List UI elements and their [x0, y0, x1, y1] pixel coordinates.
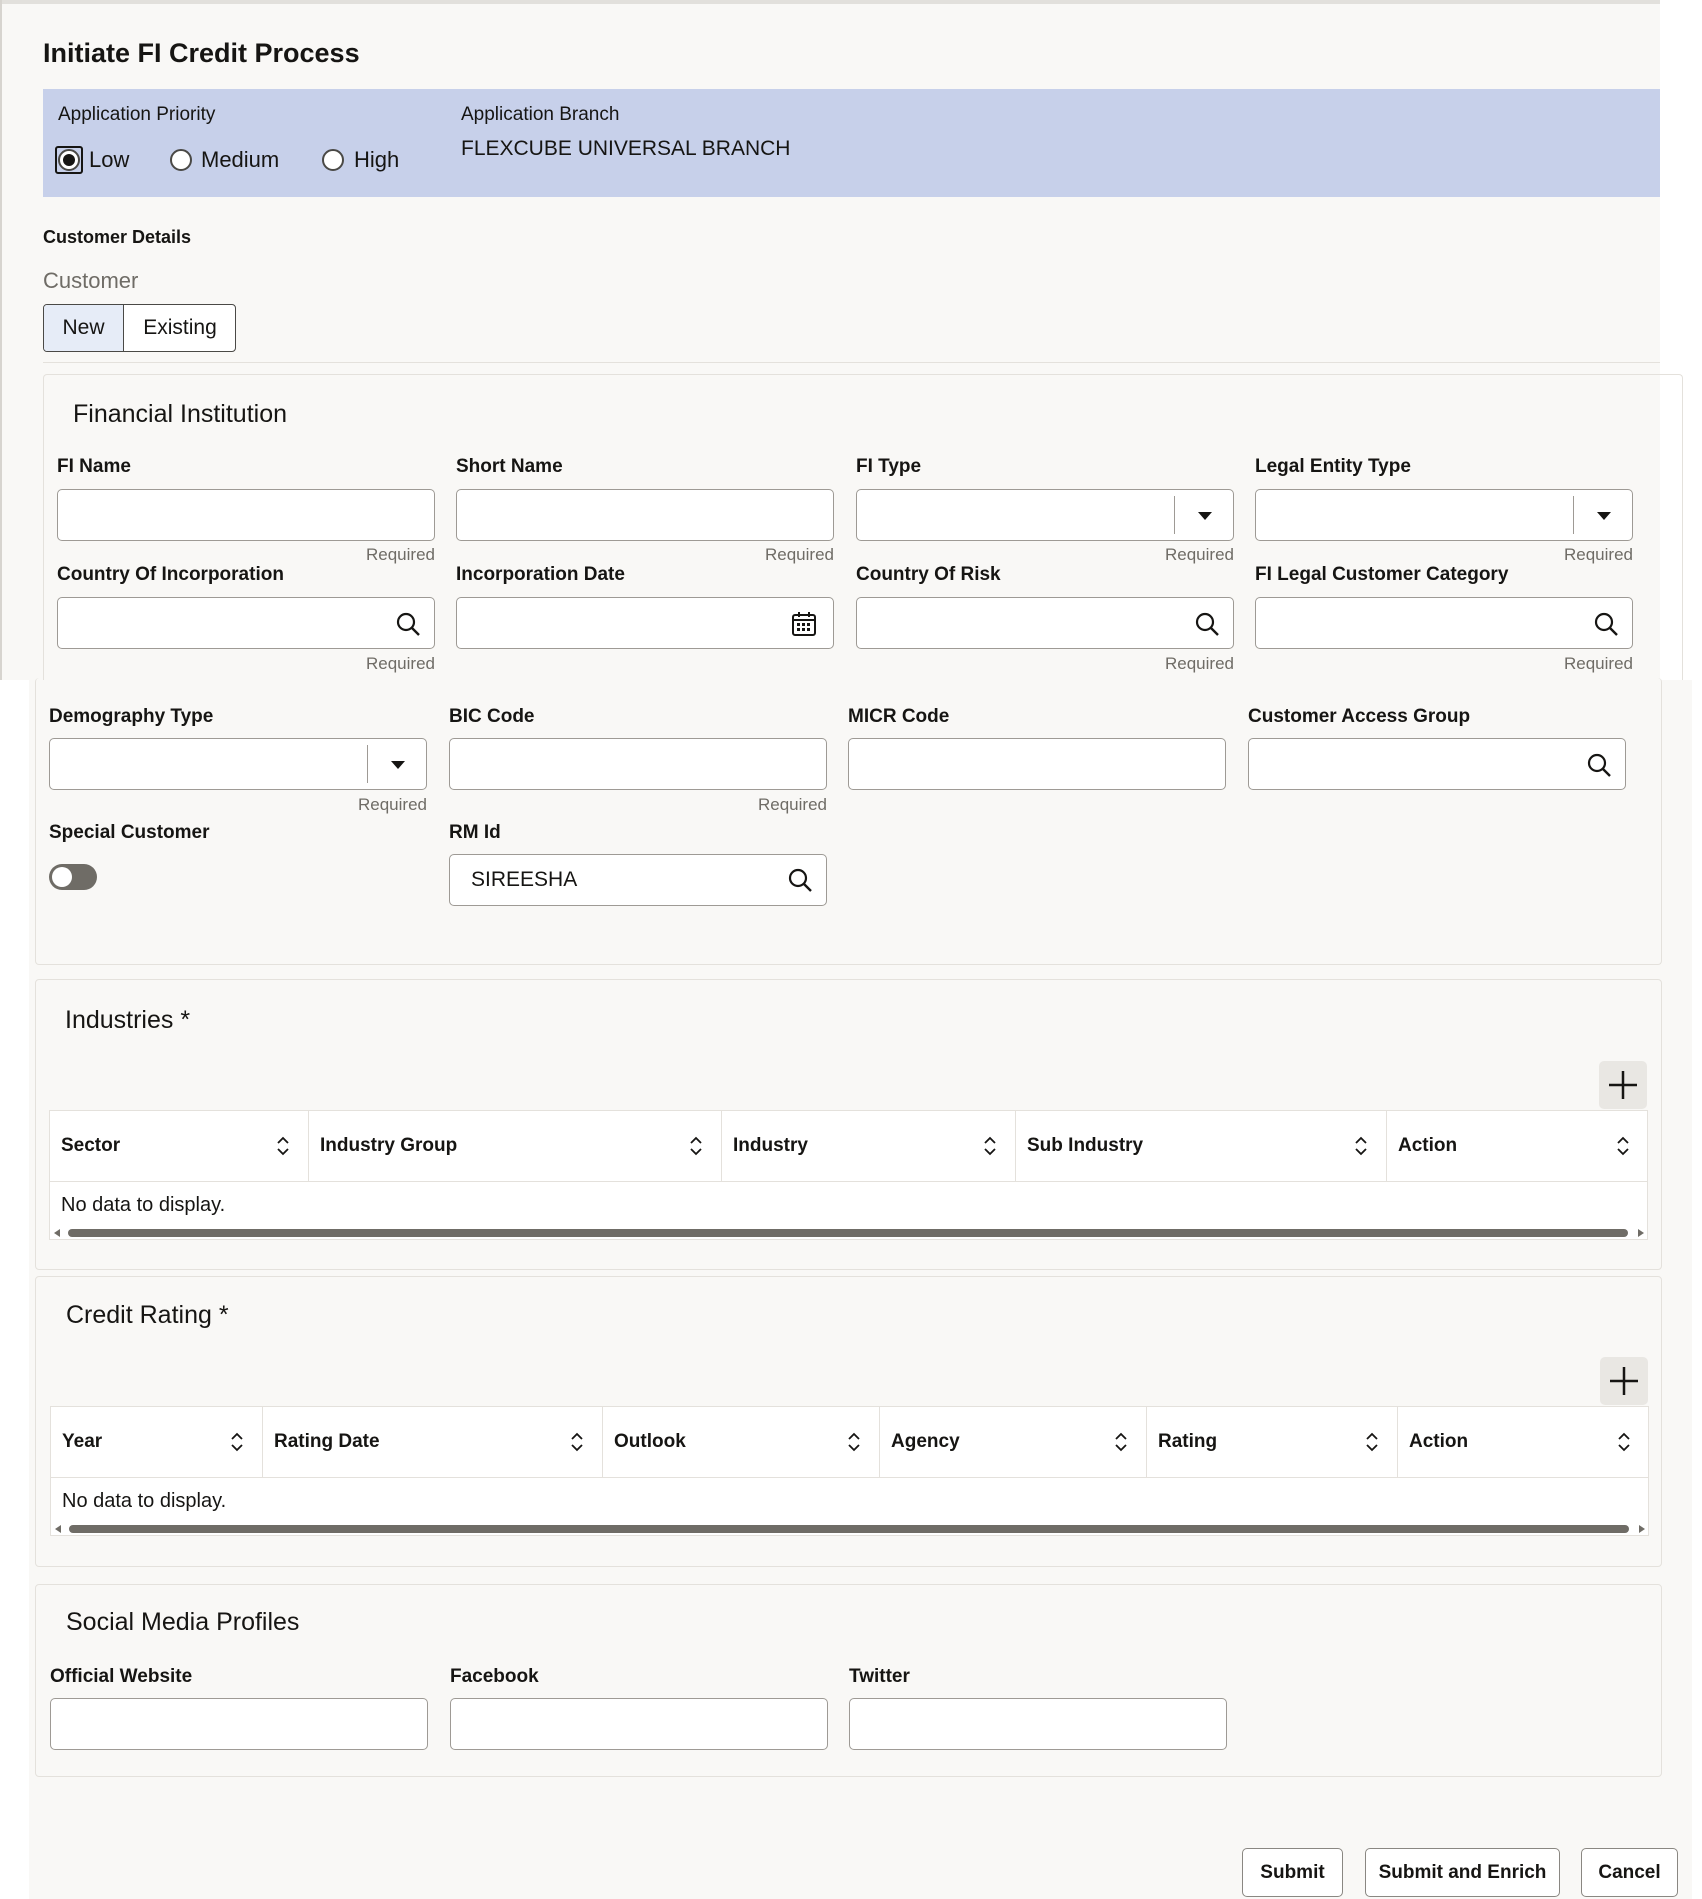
- social-media-heading: Social Media Profiles: [66, 1608, 300, 1636]
- scroll-thumb[interactable]: [68, 1229, 1628, 1237]
- col-industry[interactable]: Industry: [722, 1111, 1016, 1181]
- header-divider: [50, 1181, 1648, 1182]
- incorporation-date-input[interactable]: [456, 597, 834, 649]
- short-name-label: Short Name: [456, 456, 563, 477]
- bic-code-label: BIC Code: [449, 706, 535, 727]
- industries-heading: Industries *: [65, 1006, 191, 1034]
- sort-icon[interactable]: [1365, 1431, 1379, 1453]
- application-priority-label: Application Priority: [58, 104, 216, 125]
- col-rating-date[interactable]: Rating Date: [263, 1407, 603, 1477]
- customer-details-heading: Customer Details: [43, 227, 192, 247]
- divider: [43, 362, 1660, 363]
- scroll-thumb[interactable]: [69, 1525, 1629, 1533]
- submit-and-enrich-button[interactable]: Submit and Enrich: [1365, 1848, 1560, 1897]
- fi-name-label: FI Name: [57, 456, 131, 477]
- application-branch-value: FLEXCUBE UNIVERSAL BRANCH: [461, 137, 791, 160]
- col-sector[interactable]: Sector: [50, 1111, 309, 1181]
- priority-low-radio[interactable]: [58, 149, 80, 171]
- credit-rating-heading: Credit Rating *: [66, 1301, 229, 1329]
- country-risk-required: Required: [1165, 654, 1234, 673]
- priority-low-label[interactable]: Low: [89, 147, 130, 172]
- fi-type-select[interactable]: [856, 489, 1234, 541]
- lower-panel: [29, 680, 1692, 1899]
- search-icon[interactable]: [787, 867, 813, 893]
- add-industry-button[interactable]: [1599, 1061, 1647, 1109]
- rm-id-label: RM Id: [449, 822, 501, 843]
- sort-icon[interactable]: [1354, 1135, 1368, 1157]
- col-rating[interactable]: Rating: [1147, 1407, 1398, 1477]
- fi-name-required: Required: [366, 545, 435, 564]
- plus-icon: [1600, 1357, 1648, 1405]
- facebook-input[interactable]: [450, 1698, 828, 1750]
- official-website-input[interactable]: [50, 1698, 428, 1750]
- page-title: Initiate FI Credit Process: [43, 38, 360, 68]
- search-icon[interactable]: [1593, 611, 1619, 637]
- customer-access-group-input[interactable]: [1248, 738, 1626, 790]
- fi-type-label: FI Type: [856, 456, 922, 477]
- customer-type-toggle: [43, 304, 236, 352]
- customer-existing-button[interactable]: Existing: [143, 316, 217, 339]
- sort-icon[interactable]: [570, 1431, 584, 1453]
- official-website-label: Official Website: [50, 1666, 193, 1687]
- search-icon[interactable]: [395, 611, 421, 637]
- micr-code-input[interactable]: [848, 738, 1226, 790]
- sort-icon[interactable]: [1617, 1431, 1631, 1453]
- short-name-required: Required: [765, 545, 834, 564]
- col-action[interactable]: Action: [1387, 1111, 1648, 1181]
- add-credit-rating-button[interactable]: [1600, 1357, 1648, 1405]
- header-divider: [51, 1477, 1649, 1478]
- cancel-button[interactable]: Cancel: [1581, 1848, 1678, 1897]
- chevron-down-icon[interactable]: [1597, 512, 1611, 520]
- incorporation-date-label: Incorporation Date: [456, 564, 625, 585]
- scroll-right-arrow[interactable]: [1638, 1229, 1644, 1237]
- sort-icon[interactable]: [847, 1431, 861, 1453]
- priority-medium-radio[interactable]: [170, 149, 192, 171]
- fi-legal-category-label: FI Legal Customer Category: [1255, 564, 1509, 585]
- legal-entity-type-required: Required: [1564, 545, 1633, 564]
- chevron-down-icon[interactable]: [1198, 512, 1212, 520]
- col-action[interactable]: Action: [1398, 1407, 1649, 1477]
- priority-medium-label[interactable]: Medium: [201, 147, 280, 172]
- left-border: [0, 0, 2, 680]
- special-customer-label: Special Customer: [49, 822, 210, 843]
- search-icon[interactable]: [1194, 611, 1220, 637]
- bic-code-required: Required: [758, 795, 827, 814]
- calendar-icon[interactable]: [791, 611, 817, 637]
- special-customer-toggle[interactable]: [49, 864, 97, 890]
- scroll-left-arrow[interactable]: [54, 1229, 60, 1237]
- col-industry-group[interactable]: Industry Group: [309, 1111, 722, 1181]
- horizontal-scrollbar[interactable]: [50, 1226, 1648, 1240]
- financial-institution-heading: Financial Institution: [73, 400, 288, 428]
- legal-entity-type-select[interactable]: [1255, 489, 1633, 541]
- top-panel: [0, 0, 1660, 680]
- country-incorporation-label: Country Of Incorporation: [57, 564, 284, 585]
- bic-code-input[interactable]: [449, 738, 827, 790]
- credit-rating-empty-text: No data to display.: [62, 1490, 227, 1512]
- sort-icon[interactable]: [1616, 1135, 1630, 1157]
- country-incorporation-input[interactable]: [57, 597, 435, 649]
- micr-code-label: MICR Code: [848, 706, 950, 727]
- industries-table: [49, 1110, 1648, 1240]
- customer-label: Customer: [43, 268, 139, 293]
- plus-icon: [1599, 1061, 1647, 1109]
- toggle-knob: [52, 867, 72, 887]
- fi-legal-category-input[interactable]: [1255, 597, 1633, 649]
- application-header-band: [43, 89, 1660, 197]
- country-risk-input[interactable]: [856, 597, 1234, 649]
- sort-icon[interactable]: [230, 1431, 244, 1453]
- application-branch-label: Application Branch: [461, 104, 620, 125]
- submit-button[interactable]: Submit: [1242, 1848, 1343, 1897]
- sort-icon[interactable]: [276, 1135, 290, 1157]
- rm-id-value: SIREESHA: [471, 868, 578, 891]
- col-year[interactable]: Year: [51, 1407, 263, 1477]
- col-outlook[interactable]: Outlook: [603, 1407, 880, 1477]
- country-risk-label: Country Of Risk: [856, 564, 1001, 585]
- sort-icon[interactable]: [1114, 1431, 1128, 1453]
- customer-access-group-label: Customer Access Group: [1248, 706, 1471, 727]
- horizontal-scrollbar[interactable]: [51, 1522, 1649, 1536]
- priority-high-radio[interactable]: [322, 149, 344, 171]
- scroll-left-arrow[interactable]: [55, 1525, 61, 1533]
- legal-entity-type-label: Legal Entity Type: [1255, 456, 1411, 477]
- customer-new-button[interactable]: New: [44, 305, 124, 351]
- rm-id-input[interactable]: [449, 854, 827, 906]
- demography-type-required: Required: [358, 795, 427, 814]
- priority-high-label[interactable]: High: [354, 147, 400, 172]
- twitter-label: Twitter: [849, 1666, 910, 1687]
- fi-type-required: Required: [1165, 545, 1234, 564]
- sort-icon[interactable]: [689, 1135, 703, 1157]
- credit-rating-table: [50, 1406, 1649, 1536]
- short-name-input[interactable]: [456, 489, 834, 541]
- facebook-label: Facebook: [450, 1666, 539, 1687]
- demography-type-select[interactable]: [49, 738, 427, 790]
- fi-name-input[interactable]: [57, 489, 435, 541]
- twitter-input[interactable]: [849, 1698, 1227, 1750]
- country-incorporation-required: Required: [366, 654, 435, 673]
- search-icon[interactable]: [1586, 752, 1612, 778]
- demography-type-label: Demography Type: [49, 706, 214, 727]
- chevron-down-icon[interactable]: [391, 761, 405, 769]
- top-strip: [0, 0, 1660, 4]
- fi-legal-category-required: Required: [1564, 654, 1633, 673]
- industries-empty-text: No data to display.: [61, 1194, 226, 1216]
- col-sub-industry[interactable]: Sub Industry: [1016, 1111, 1387, 1181]
- sort-icon[interactable]: [983, 1135, 997, 1157]
- col-agency[interactable]: Agency: [880, 1407, 1147, 1477]
- scroll-right-arrow[interactable]: [1639, 1525, 1645, 1533]
